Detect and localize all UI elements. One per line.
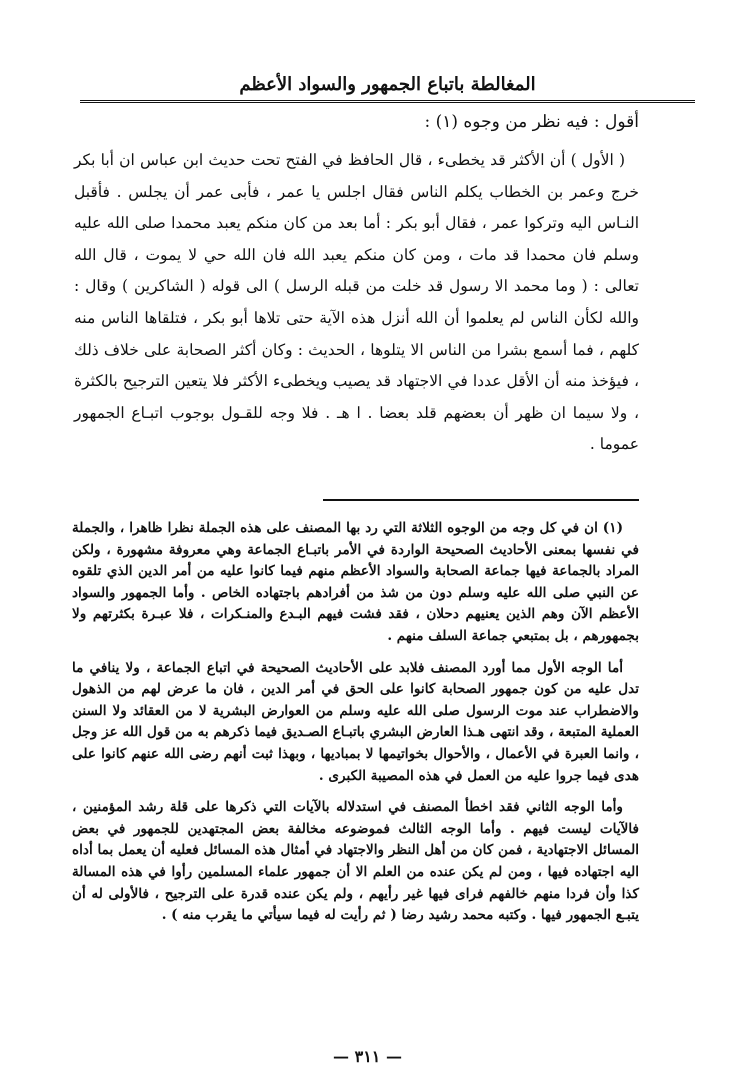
footnote-paragraph: (١) ان في كل وجه من الوجوه الثلاثة التي رد بها المصنف على هذه الجملة نظرا ظاهرا ، والجملة في نفسها بمعنى الأحاديث الصحيحة الواردة في الأمر باتبـاع الجماعة وهي معروفة مشهورة ، ولكن المراد بالجماعة فيها جماعة الصحابة والسواد الأعظم منهم فيما كانوا عليه من أمر الدين الذي تلقوه عن النبي صلى الله عليه وسلم دون من شذ من أفرادهم باجتهاده الخاص . وأما الجمهور والسواد الأعظم الآن وهم الذين يعنيهم دحلان ، فقد فشت فيهم البـدع والمنـكرات ، فلا عبـرة بكثرتهم ولا بجمهورهم ، بل بمتبعي جماعة السلف منهم .	[72, 520, 639, 644]
footnotes	[72, 518, 639, 937]
intro-line: أقول : فيه نظر من وجوه (١) :	[424, 112, 639, 132]
main-text	[74, 145, 639, 461]
main-paragraph: ( الأول ) أن الأكثر قد يخطىء ، قال الحافظ في الفتح تحت حديث ابن عباس ان أبا بكر خرج وعمر بن الخطاب يكلم الناس فقال اجلس يا عمر ، فأبى عمر أن يجلس . فأقبل النـاس اليه وتركوا عمر ، فقال أبو بكر : أما بعد من كان منكم يعبد محمدا صلى الله عليه وسلم فان محمدا قد مات ، ومن كان منكم يعبد الله فان الله حي لا يموت ، قال الله تعالى : ( وما محمد الا رسول قد خلت من قبله الرسل ) الى قوله ( الشاكرين ) وقال : والله لكأن الناس لم يعلموا أن الله أنزل هذه الآية حتى تلاها أبو بكر ، فتلقاها الناس منه كلهم ، فما أسمع بشرا من الناس الا يتلوها ، الحديث : وكان أكثر الصحابة على خلاف ذلك ، فيؤخذ منه أن الأقل عددا في الاجتهاد قد يصيب ويخطىء الأكثر فلا يتعين الترجيح بالكثرة ، ولا سيما ان ظهر أن بعضهم قلد بعضا . ا هـ . فلا وجه للقـول بوجوب اتبـاع الجمهور عموما .	[74, 151, 639, 454]
page-number: — ٣١١ —	[333, 1047, 402, 1066]
footnote-paragraph: وأما الوجه الثاني فقد اخطأ المصنف في استدلاله بالآيات التي ذكرها على قلة رشد المؤمنين ، فالآيات ليست فيهم . وأما الوجه الثالث فموضوعه مخالفة بعض المجتهدين للجمهور في بعض المسائل الاجتهادية ، فمن كان من أهل النظر والاجتهاد في أمثال هذه المسائل فعليه أن يعمل بما أداه اليه اجتهاده فيها ، ومن لم يكن عنده من العلم الا أن جمهور علماء المسلمين رأوا في هذه المسالة كذا وأن فردا منهم خالفهم فراى فيها غير رأيهم ، ولم يكن عنده قدرة على الترجيح ، فالأولى له أن يتبـع الجمهور فيها . وكتبه محمد رشيد رضا ( ثم رأيت له فيما سيأتي ما يقرب منه ) .	[72, 799, 639, 924]
footnote-separator	[323, 499, 639, 501]
footnote-paragraph: أما الوجه الأول مما أورد المصنف فلابد على الأحاديث الصحيحة في اتباع الجماعة ، ولا ينافي ما تدل عليه من كون جمهور الصحابة كانوا على الحق في أمر الدين ، فان ما عرض لهم من الذهول والاضطراب عند موت الرسول صلى الله عليه وسلم من العوارض البشرية لا من العقائد ولا السنن العملية المتبعة ، وقد انتهى هـذا العارض البشري باتبـاع الصـديق فيما ذكرهم به من قول الله عز وجل ، وانما العبرة في الأعمال ، والأحوال بخواتيمها لا بمباديها ، وبهذا ثبت أنهم رضى الله عنهم كانوا على هدى فيما جروا عليه من العمل في هذه المصيبة الكبرى .	[72, 659, 639, 784]
page-header-title: المغالطة باتباع الجمهور والسواد الأعظم	[80, 70, 695, 103]
